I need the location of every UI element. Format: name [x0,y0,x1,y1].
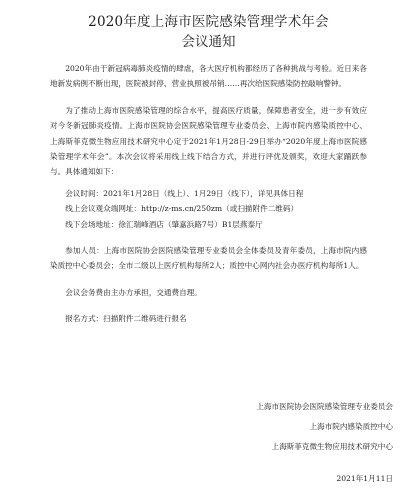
document-subtitle: 会议通知 [181,34,236,50]
meeting-fee: 会议会务费由主办方承担，交通费自理。 [65,287,202,297]
offline-venue: 线下会场地址：徐汇瑞峰酒店（肇嘉浜路7号）B1层燕泰厅 [65,219,263,229]
meeting-time: 会议时间：2021年1月28日（线上）、1月29日（线下），详见具体日程 [65,188,304,198]
signature-org-research-center: 上海斯菲克微生物应用技术研究中心 [271,442,393,451]
document-title: 2020年度上海市医院感染管理学术年会 [88,14,329,30]
signature-block [256,400,393,486]
paragraph-participants: 参加人员：上海市医院协会医院感染管理专业委员会全体委员及青年委员，上海市院内感染质控中心委员会；全市二级以上医疗机构每所2人；质控中心网内社会办医疗机构每所1人。 [50,246,367,271]
paragraph-purpose: 为了推动上海市医院感染管理的综合水平，提高医疗质量，保障患者安全，进一步有效应对今冬新冠肺炎疫情。上海市医院协会医院感染管理专业委员会、上海市院内感染质控中心、上海斯菲克微生物应用技术研究中心定于2021年1月28日-29日举办“2020年度上海市医院感染管理学术年会”。本次会议将采用线上线下结合方式，并进行评优及颁奖，欢迎大家踊跃参与。具体通知如下： [50,105,367,177]
online-url: 线上会议观众端网址：http://z-ms.cn/250zm（或扫描附件二维码） [65,204,299,214]
signature-org-qc-center: 上海市院内感染质控中心 [309,422,393,431]
signature-org-committee: 上海市医院协会医院感染管理专业委员会 [256,402,393,411]
signup-method: 报名方式：扫描附件二维码进行报名 [65,314,187,324]
signature-date: 2021年1月11日 [336,474,393,483]
paragraph-background: 2020年由于新冠病毒肺炎疫情的肆虐，各大医疗机构都经历了各种挑战与考验。近日来各地新发病例不断出现，医院被封停、营业执照被吊销……再次给医院感染防控敲响警钟。 [50,64,367,89]
